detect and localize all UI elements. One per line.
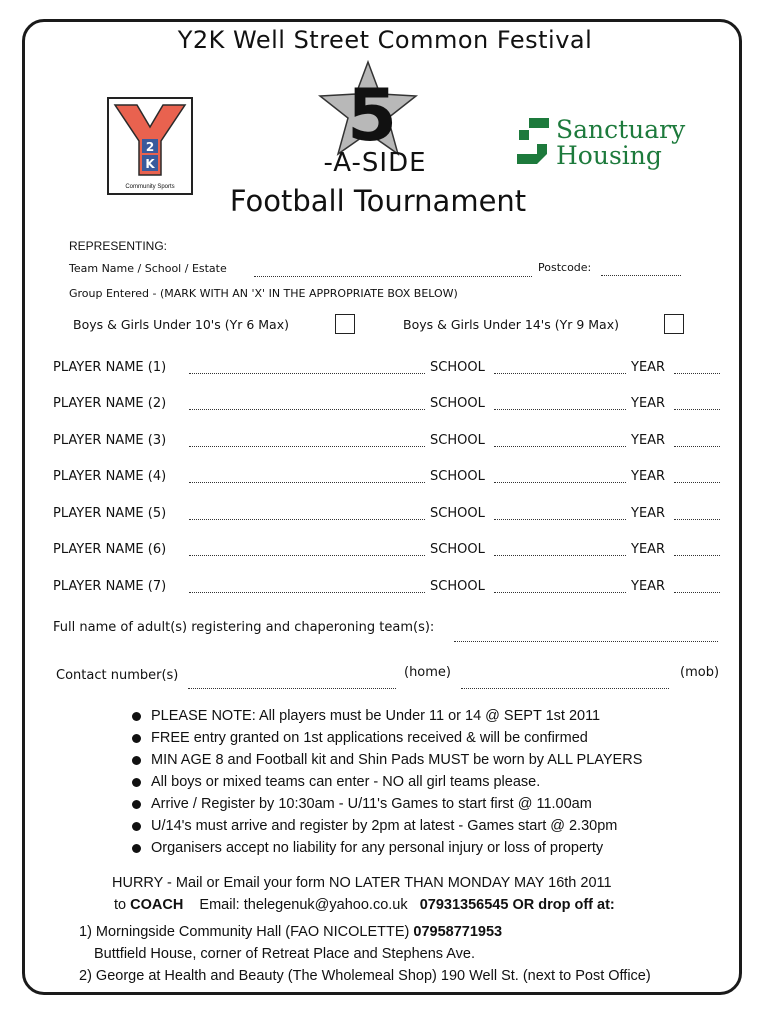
representing-label: REPRESENTING: (69, 239, 168, 253)
under14-label: Boys & Girls Under 14's (Yr 9 Max) (403, 317, 619, 332)
year-label: YEAR (631, 433, 666, 448)
player-label: PLAYER NAME (3) (53, 433, 167, 448)
list-item: MIN AGE 8 and Football kit and Shin Pads MUST be worn by ALL PLAYERS (132, 750, 732, 772)
player-row (53, 396, 733, 416)
list-item: All boys or mixed teams can enter - NO all girl teams please. (132, 772, 732, 794)
player-label: PLAYER NAME (1) (53, 360, 167, 375)
team-name-label: Team Name / School / Estate (69, 262, 227, 275)
home-label: (home) (404, 665, 451, 680)
housing-word: Housing (556, 141, 662, 170)
coach-text: COACH (130, 897, 184, 913)
year-field[interactable] (674, 519, 720, 520)
player-name-field[interactable] (189, 592, 425, 593)
school-label: SCHOOL (430, 396, 485, 411)
player-row (53, 506, 733, 526)
sanctuary-housing-logo (515, 114, 715, 174)
player-label: PLAYER NAME (4) (53, 469, 167, 484)
star-icon (318, 60, 428, 160)
school-field[interactable] (494, 446, 626, 447)
school-field[interactable] (494, 409, 626, 410)
location-2: 2) George at Health and Beauty (The Wholemeal Shop) 190 Well St. (next to Post Office) (79, 968, 651, 984)
bullet-icon (132, 800, 141, 809)
svg-text:K: K (145, 157, 155, 171)
location-1-text: 1) Morningside Community Hall (FAO NICOLETTE) (79, 924, 410, 940)
list-item: PLEASE NOTE: All players must be Under 11 or 14 @ SEPT 1st 2011 (132, 706, 732, 728)
location-1-address: Buttfield House, corner of Retreat Place and Stephens Ave. (94, 946, 475, 962)
contact-label: Contact number(s) (56, 668, 179, 683)
year-field[interactable] (674, 555, 720, 556)
postcode-field[interactable] (601, 275, 681, 276)
phone-drop-text: 07931356545 OR drop off at: (419, 897, 615, 913)
year-label: YEAR (631, 542, 666, 557)
year-label: YEAR (631, 396, 666, 411)
postcode-label: Postcode: (538, 261, 592, 274)
location-1-phone: 07958771953 (413, 924, 503, 940)
school-label: SCHOOL (430, 579, 485, 594)
year-label: YEAR (631, 469, 666, 484)
year-field[interactable] (674, 446, 720, 447)
player-name-field[interactable] (189, 373, 425, 374)
list-item: Organisers accept no liability for any personal injury or loss of property (132, 838, 732, 860)
sanctuary-word: Sanctuary (556, 115, 686, 144)
sanctuary-s-icon (515, 118, 551, 170)
year-label: YEAR (631, 360, 666, 375)
player-label: PLAYER NAME (7) (53, 579, 167, 594)
school-field[interactable] (494, 519, 626, 520)
school-field[interactable] (494, 373, 626, 374)
bullet-icon (132, 756, 141, 765)
year-field[interactable] (674, 409, 720, 410)
bullet-icon (132, 822, 141, 831)
player-label: PLAYER NAME (6) (53, 542, 167, 557)
y2k-caption: Community Sports (125, 184, 175, 190)
player-name-field[interactable] (189, 446, 425, 447)
adult-name-field[interactable] (454, 641, 718, 642)
year-label: YEAR (631, 579, 666, 594)
svg-text:2: 2 (145, 140, 155, 154)
to-text: to (114, 897, 127, 913)
under10-checkbox[interactable] (335, 314, 355, 334)
player-name-field[interactable] (189, 519, 425, 520)
notes-list (132, 706, 732, 860)
year-field[interactable] (674, 592, 720, 593)
school-field[interactable] (494, 592, 626, 593)
school-label: SCHOOL (430, 506, 485, 521)
player-name-field[interactable] (189, 555, 425, 556)
player-row (53, 433, 733, 453)
player-row (53, 469, 733, 489)
year-field[interactable] (674, 373, 720, 374)
star-number: 5 (346, 73, 398, 157)
year-label: YEAR (631, 506, 666, 521)
under10-label: Boys & Girls Under 10's (Yr 6 Max) (73, 317, 289, 332)
bullet-icon (132, 734, 141, 743)
player-row (53, 542, 733, 562)
page-title: Y2K Well Street Common Festival (177, 26, 593, 54)
year-field[interactable] (674, 482, 720, 483)
group-entered-label: Group Entered - (MARK WITH AN 'X' IN THE APPROPRIATE BOX BELOW) (69, 287, 458, 300)
player-label: PLAYER NAME (2) (53, 396, 167, 411)
tournament-label: Football Tournament (229, 184, 527, 218)
school-field[interactable] (494, 555, 626, 556)
player-name-field[interactable] (189, 409, 425, 410)
player-name-field[interactable] (189, 482, 425, 483)
list-item: Arrive / Register by 10:30am - U/11's Games to start first @ 11.00am (132, 794, 732, 816)
aside-label: -A-SIDE (323, 148, 427, 178)
player-label: PLAYER NAME (5) (53, 506, 167, 521)
school-label: SCHOOL (430, 360, 485, 375)
list-item: FREE entry granted on 1st applications received & will be confirmed (132, 728, 732, 750)
bullet-icon (132, 844, 141, 853)
adult-name-label: Full name of adult(s) registering and chaperoning team(s): (53, 620, 435, 635)
team-name-field[interactable] (254, 276, 532, 277)
y2k-logo (107, 97, 193, 195)
school-label: SCHOOL (430, 542, 485, 557)
five-star-logo (318, 60, 428, 160)
list-item: U/14's must arrive and register by 2pm at latest - Games start @ 2.30pm (132, 816, 732, 838)
email-link[interactable]: Email: thelegenuk@yahoo.co.uk (199, 897, 408, 913)
hurry-text: HURRY - Mail or Email your form NO LATER THAN MONDAY MAY 16th 2011 (112, 875, 612, 891)
bullet-icon (132, 778, 141, 787)
home-phone-field[interactable] (188, 688, 396, 689)
player-row (53, 360, 733, 380)
y2k-y-icon (109, 101, 191, 181)
bullet-icon (132, 712, 141, 721)
school-label: SCHOOL (430, 433, 485, 448)
school-label: SCHOOL (430, 469, 485, 484)
school-field[interactable] (494, 482, 626, 483)
location-1 (79, 924, 502, 940)
mobile-phone-field[interactable] (461, 688, 669, 689)
mob-label: (mob) (680, 665, 720, 680)
under14-checkbox[interactable] (664, 314, 684, 334)
player-row (53, 579, 733, 599)
contact-line (114, 897, 615, 913)
